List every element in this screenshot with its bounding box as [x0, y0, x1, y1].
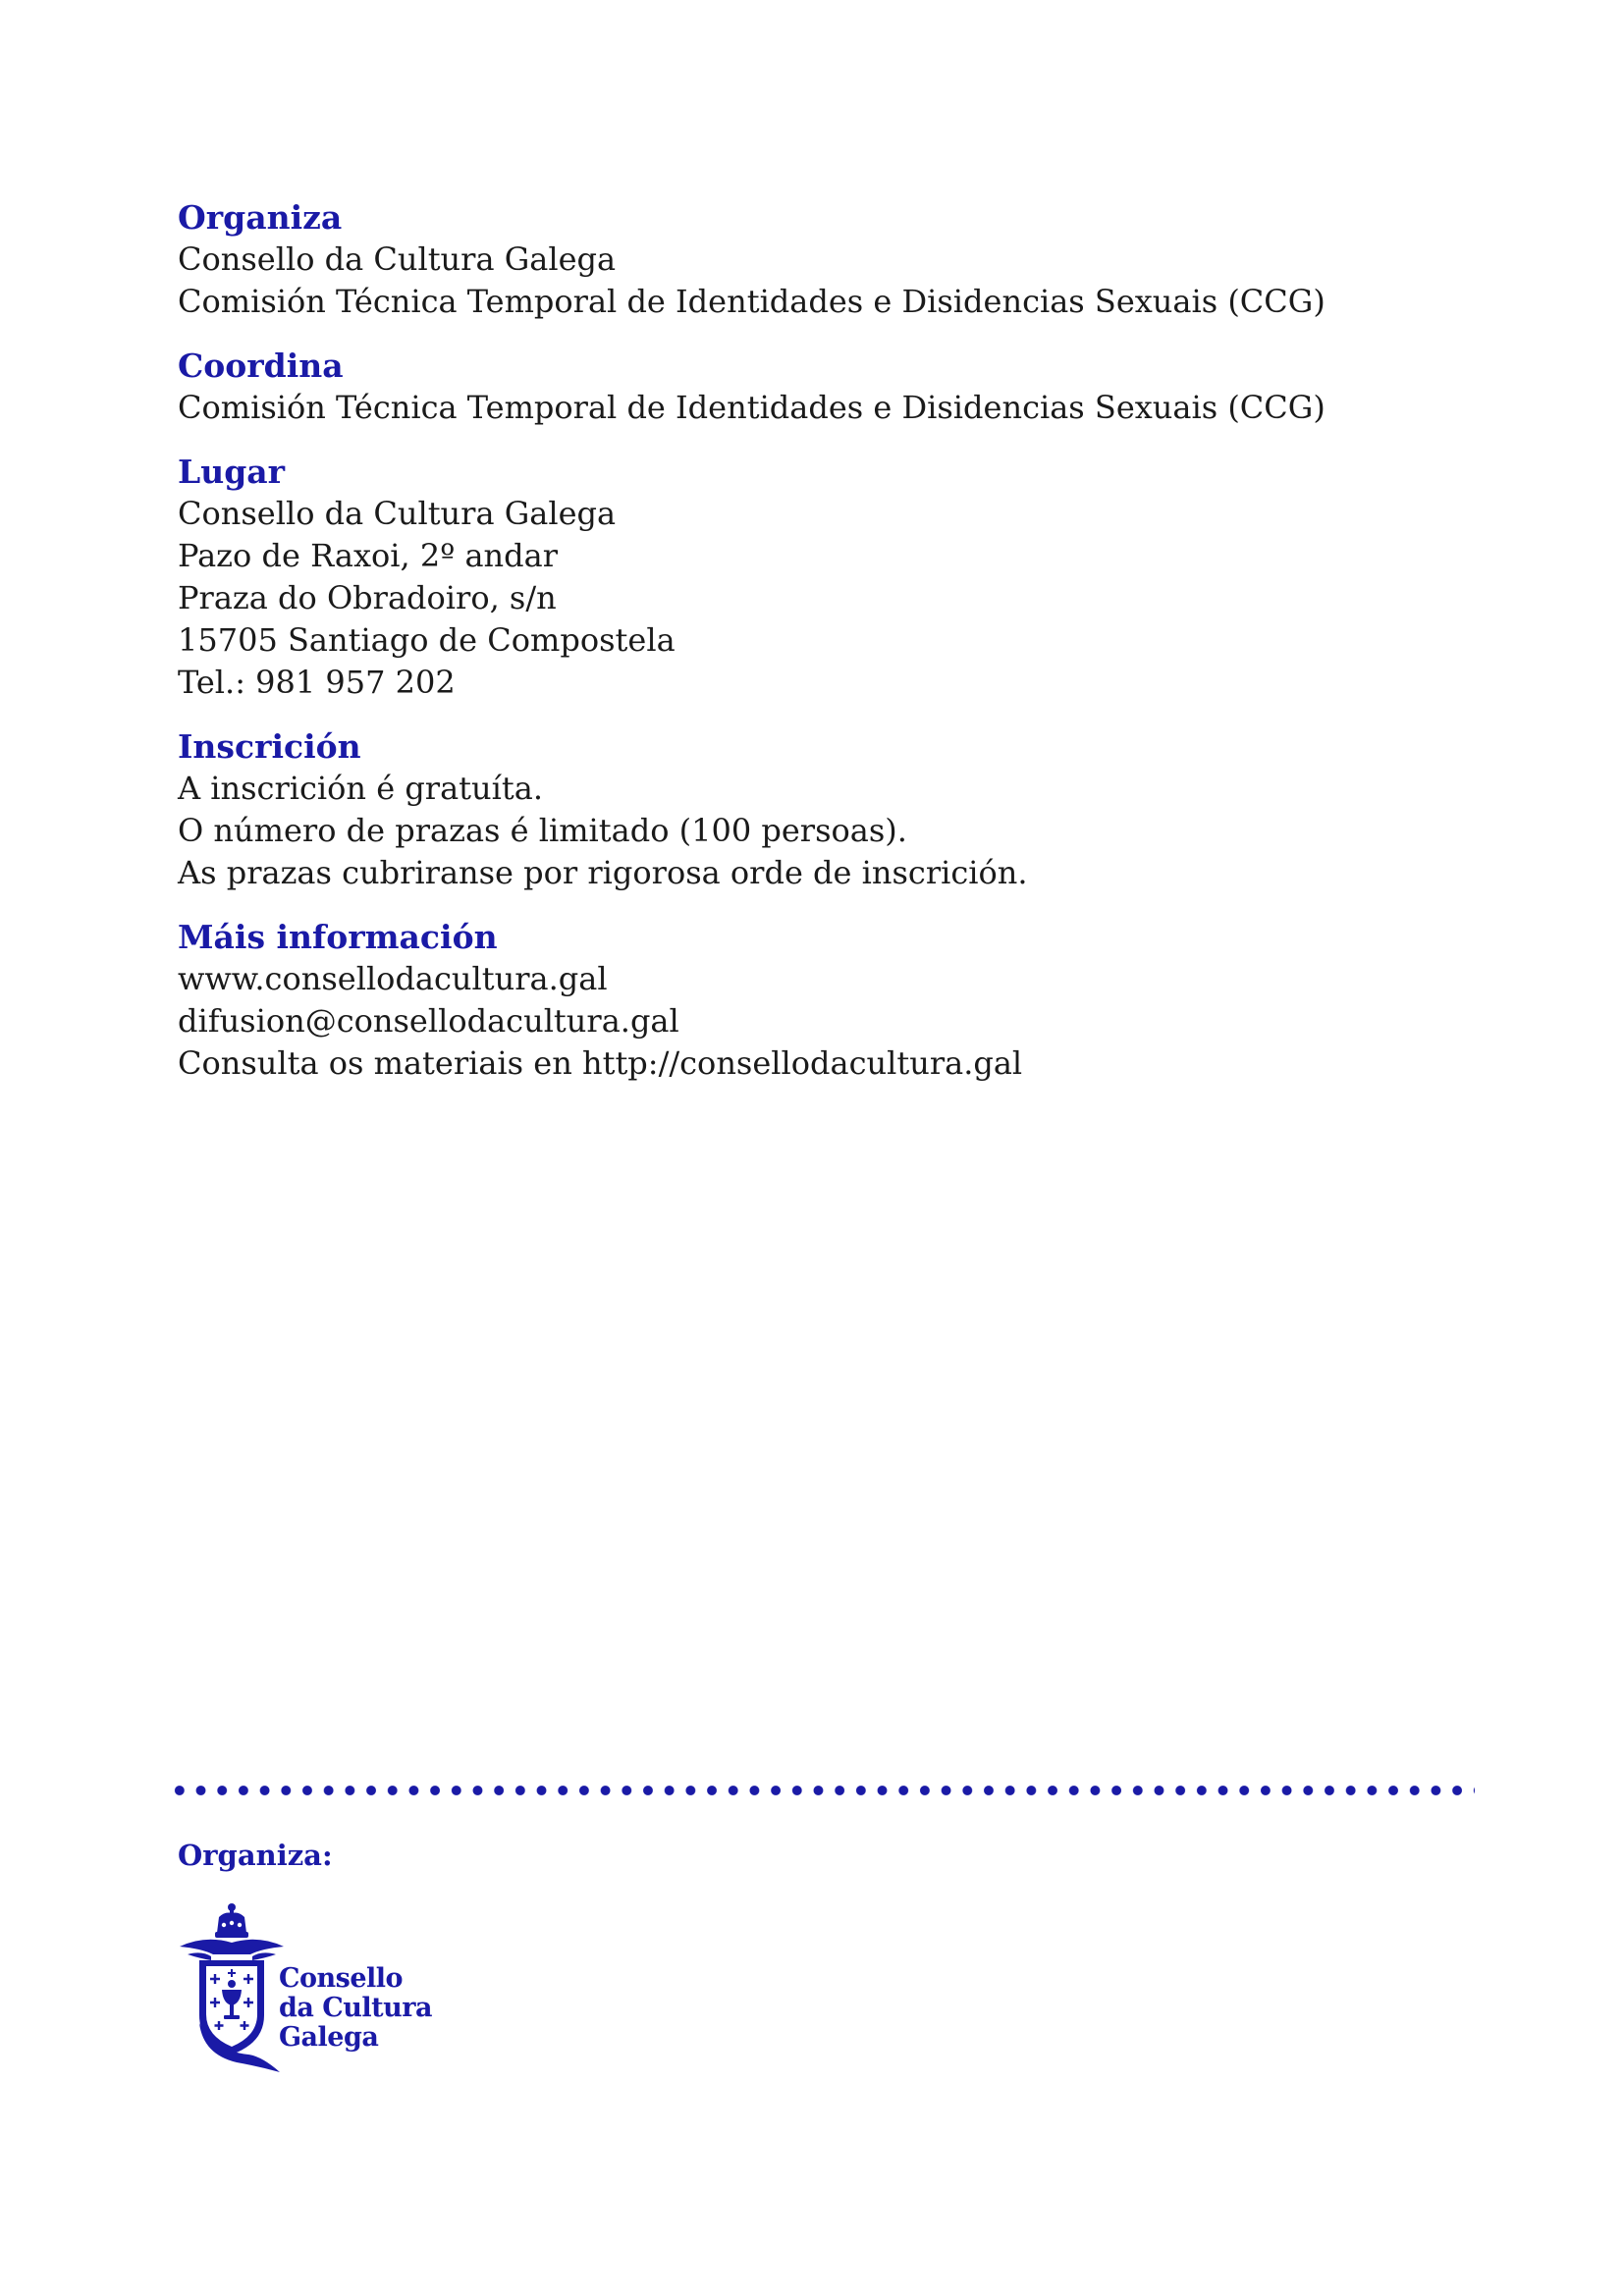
- consello-logo: [178, 1899, 443, 2076]
- logo-line: Galega: [279, 2022, 379, 2053]
- galician-coat-of-arms-icon: [178, 1899, 286, 2076]
- section-heading: Lugar: [178, 453, 286, 491]
- logo-wordmark: [279, 1964, 432, 2053]
- footer-organiza-label: Organiza:: [178, 1839, 333, 1872]
- section-line: Comisión Técnica Temporal de Identidades e Disidencias Sexuais (CCG): [178, 389, 1325, 426]
- section-organiza: [178, 196, 1454, 323]
- dotted-divider: [169, 1785, 1475, 1796]
- info-content: [178, 196, 1454, 1106]
- email-link[interactable]: difusion@consellodacultura.gal: [178, 1002, 679, 1040]
- section-line: As prazas cubriranse por rigorosa orde de inscrición.: [178, 854, 1028, 891]
- section-heading: Máis información: [178, 918, 498, 956]
- section-line: Tel.: 981 957 202: [178, 664, 456, 701]
- materials-link[interactable]: Consulta os materiais en http://consellodacultura.gal: [178, 1044, 1023, 1082]
- section-line: Comisión Técnica Temporal de Identidades e Disidencias Sexuais (CCG): [178, 283, 1325, 320]
- section-coordina: [178, 345, 1454, 429]
- section-heading: Organiza: [178, 198, 343, 237]
- section-mais-informacion: [178, 916, 1454, 1085]
- section-lugar: [178, 451, 1454, 704]
- section-line: 15705 Santiago de Compostela: [178, 621, 676, 659]
- section-heading: Inscrición: [178, 727, 361, 766]
- section-line: A inscrición é gratuíta.: [178, 770, 543, 807]
- section-heading: Coordina: [178, 347, 344, 385]
- section-line: Consello da Cultura Galega: [178, 240, 617, 278]
- section-inscricion: [178, 725, 1454, 894]
- section-line: Consello da Cultura Galega: [178, 495, 617, 532]
- section-line: Pazo de Raxoi, 2º andar: [178, 537, 558, 574]
- website-link[interactable]: www.consellodacultura.gal: [178, 960, 608, 997]
- section-line: O número de prazas é limitado (100 persoas).: [178, 812, 907, 849]
- logo-line: Consello: [279, 1963, 404, 1994]
- logo-line: da Cultura: [279, 1993, 432, 2023]
- section-line: Praza do Obradoiro, s/n: [178, 579, 557, 616]
